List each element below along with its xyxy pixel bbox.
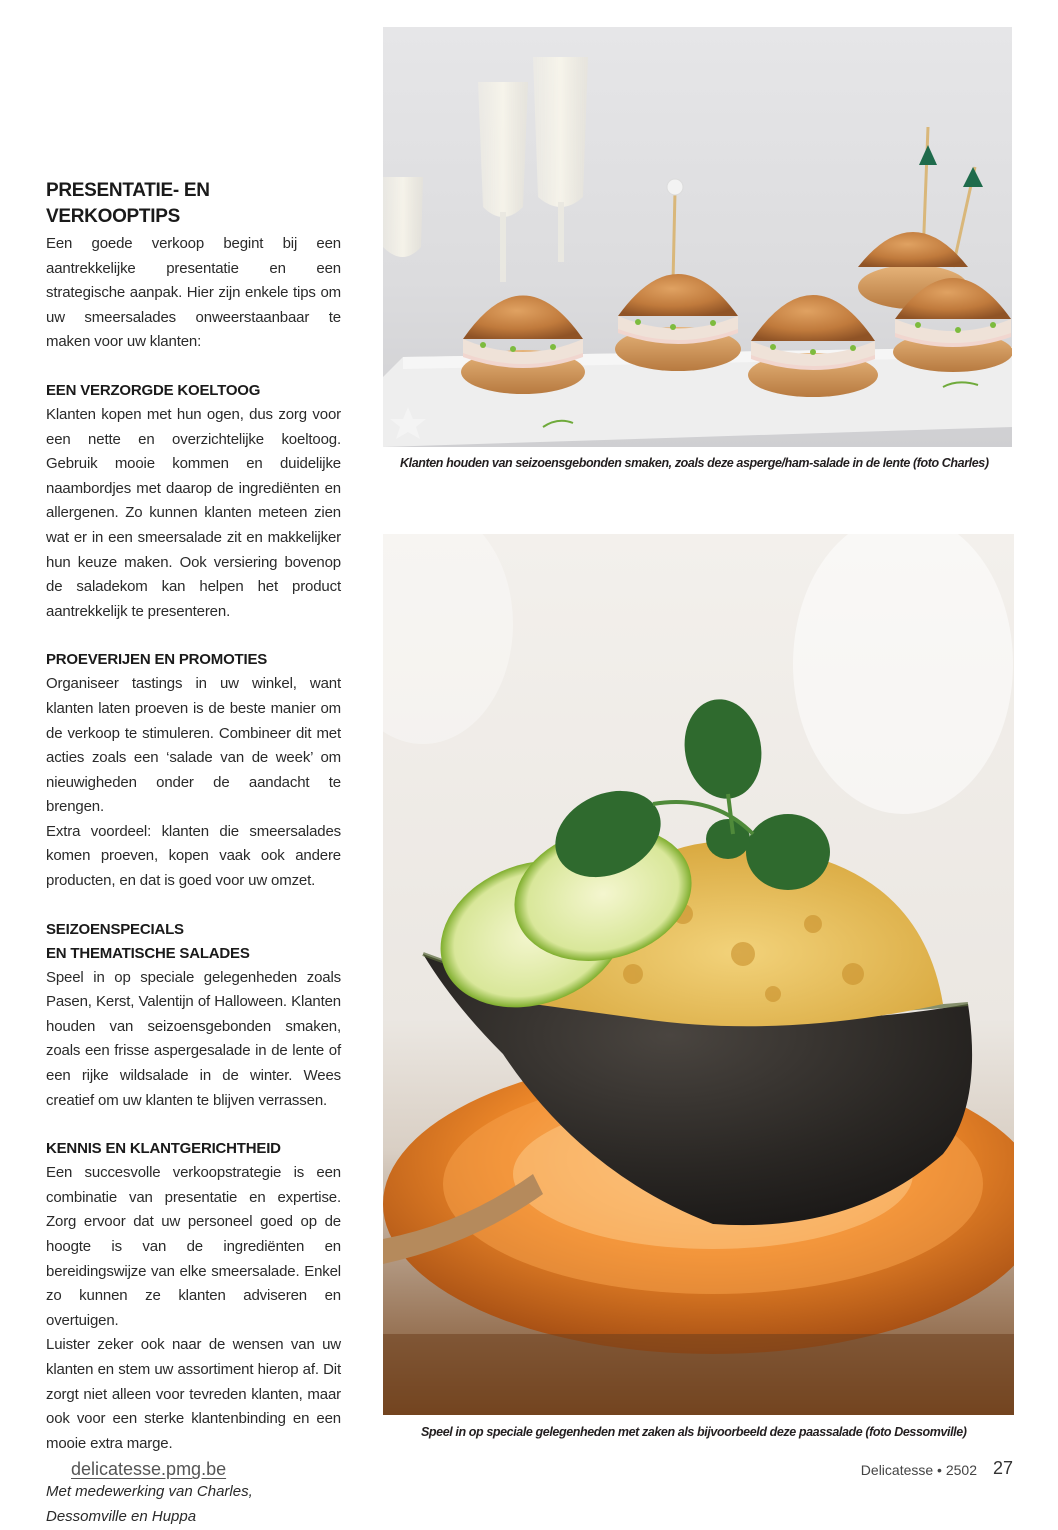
section-heading-koeltoog: EEN VERZORGDE KOELTOOG <box>46 381 261 399</box>
intro-paragraph: Een goede verkoop begint bij een aantrekkelijke presentatie en een strategische aanpak. Hier zijn enkele tips om uw smeersalades onweerstaanbaar te maken voor uw klanten: <box>46 235 341 351</box>
photo-caption-1: Klanten houden van seizoensgebonden smaken, zoals deze asperge/ham-salade in de lente (foto Charles) <box>400 456 989 470</box>
photo-avocado-salad <box>383 534 1014 1415</box>
article-title: PRESENTATIE- EN VERKOOPTIPS <box>46 180 210 227</box>
article-column <box>46 178 341 1530</box>
section-paragraph: Een succesvolle verkoopstrategie is een combinatie van presentatie en expertise. Zorg ervoor dat uw personeel goed op de hoogte is van de ingrediënten en bereidingswijze van elke smeersalade. Enkel zo kunnen ze klanten adviseren en overtuigen. <box>46 1164 341 1329</box>
page-number: 27 <box>992 1458 1013 1478</box>
section-paragraph: Extra voordeel: klanten die smeersalades komen proeven, kopen vaak ook andere producten, en dat is goed voor uw omzet. <box>46 822 341 890</box>
photo-mini-burgers <box>383 27 1012 447</box>
section-heading-kennis: KENNIS EN KLANTGERICHTHEID <box>46 1140 281 1158</box>
footer-website-link[interactable]: delicatesse.pmg.be <box>71 1459 227 1479</box>
section-heading-proeverijen: PROEVERIJEN EN PROMOTIES <box>46 651 268 669</box>
credit-line: Dessomville en Huppa <box>46 1507 197 1525</box>
section-paragraph: Organiseer tastings in uw winkel, want klanten laten proeven is de beste manier om de verkoop te stimuleren. Combineer dit met acties zoals een ‘salade van de week’ om nieuwigheden onder de aandacht te brengen. <box>46 675 341 816</box>
credit-line: Met medewerking van Charles, <box>46 1483 253 1501</box>
section-paragraph: Klanten kopen met hun ogen, dus zorg voor een nette en overzichtelijke koeltoog. Gebruik mooie kommen en duidelijke naambordjes met daarop de ingrediënten en allergenen. Zo kunnen klanten meteen zien wat er in een smeersalade zit en makkelijker hun keuze maken. Ook versiering bovenop de saladekom kan helpen het product aantrekkelijk te presenteren. <box>46 405 341 620</box>
section-paragraph: Speel in op speciale gelegenheden zoals Pasen, Kerst, Valentijn of Halloween. Klanten houden van seizoensgebonden smaken, zoals een frisse aspergesalade in de lente of een rijke wildsalade in de winter. Wees creatief om uw klanten te blijven verrassen. <box>46 968 341 1109</box>
section-heading-seizoenspecials: SEIZOENSPECIALS <box>46 920 184 938</box>
footer-magazine-issue: Delicatesse • 2502 <box>860 1462 977 1478</box>
section-paragraph: Luister zeker ook naar de wensen van uw klanten en stem uw assortiment hierop af. Dit zorgt niet alleen voor tevreden klanten, maar ook voor een sterke klantenbinding en een mooie extra marge. <box>46 1336 341 1452</box>
photo-caption-2: Speel in op speciale gelegenheden met zaken als bijvoorbeeld deze paassalade (foto Dessomville) <box>421 1425 967 1439</box>
section-heading-thematische-salades: EN THEMATISCHE SALADES <box>46 944 250 962</box>
